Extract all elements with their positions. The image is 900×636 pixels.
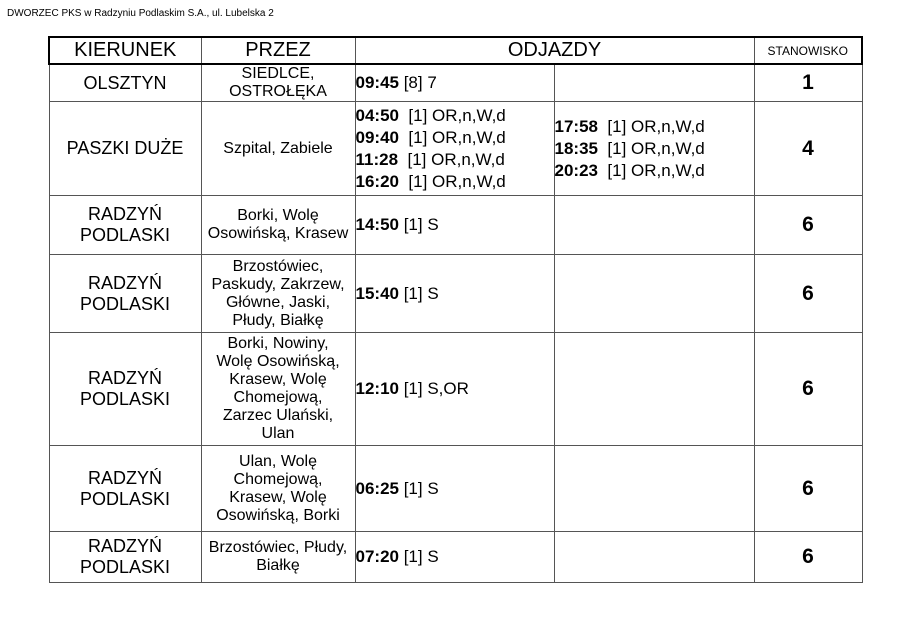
kierunek-cell <box>49 333 201 446</box>
departure-time: 09:40 <box>355 127 399 147</box>
przez-line: OSTROŁĘKA <box>229 83 327 100</box>
przez-cell <box>201 196 355 255</box>
departure-note: [1] S <box>398 547 439 566</box>
departure <box>356 171 554 193</box>
odjazdy-cell-2 <box>554 446 754 532</box>
przez-line: Brzostówiec, <box>232 257 324 275</box>
odjazdy-cell-2 <box>554 102 754 196</box>
timetable <box>48 36 863 583</box>
odjazdy-cell-2 <box>554 255 754 333</box>
przez-line: SIEDLCE, <box>241 65 315 82</box>
stanowisko-cell: 6 <box>754 446 862 532</box>
departure-note: [1] OR,n,W,d <box>398 105 506 125</box>
przez-line: Krasew, Wolę <box>229 371 327 388</box>
kierunek-cell <box>49 532 201 583</box>
departure-time: 18:35 <box>554 138 598 158</box>
przez-line: Brzostówiec, Płudy, <box>208 539 348 556</box>
przez-cell <box>201 255 355 333</box>
odjazdy-cell-1 <box>355 64 554 102</box>
departure-note: [1] S,OR <box>398 379 469 398</box>
departure-note: [1] OR,n,W,d <box>597 160 705 180</box>
odjazdy-cell-1 <box>355 532 554 583</box>
timetable-row <box>49 446 862 532</box>
departure <box>555 116 754 138</box>
przez-cell <box>201 446 355 532</box>
przez-line: Szpital, Zabiele <box>223 139 333 157</box>
column-header-odjazdy: ODJAZDY <box>355 37 754 64</box>
departure-note: [1] OR,n,W,d <box>398 149 505 169</box>
przez-line: Ulan <box>261 425 295 442</box>
przez-cell <box>201 64 355 102</box>
departure-note: [8] 7 <box>398 73 437 92</box>
przez-line: Białkę <box>256 557 300 574</box>
departure-note: [1] OR,n,W,d <box>398 171 506 191</box>
odjazdy-cell-1 <box>355 255 554 333</box>
kierunek-line: RADZYŃ <box>87 368 162 388</box>
departure-note: [1] S <box>398 283 439 303</box>
kierunek-cell <box>49 446 201 532</box>
timetable-row <box>49 532 862 583</box>
kierunek-line: PODLASKI <box>79 293 171 314</box>
departure-time: 09:45 <box>355 73 399 92</box>
departure-note: [1] OR,n,W,d <box>597 116 705 136</box>
odjazdy-cell-1 <box>355 102 554 196</box>
kierunek-cell <box>49 255 201 333</box>
departure-time: 04:50 <box>355 105 399 125</box>
header-row <box>49 37 862 64</box>
kierunek-cell <box>49 196 201 255</box>
departure-note: [1] S <box>398 478 439 498</box>
kierunek-line: RADZYŃ <box>87 272 162 293</box>
departure-time: 20:23 <box>554 160 598 180</box>
departure <box>555 138 754 160</box>
przez-line: Paskudy, Zakrzew, <box>211 275 345 293</box>
przez-line: Płudy, Białkę <box>232 311 324 329</box>
timetable-row <box>49 102 862 196</box>
odjazdy-cell-2 <box>554 64 754 102</box>
departure <box>356 283 554 305</box>
przez-cell <box>201 102 355 196</box>
kierunek-line: PODLASKI <box>79 389 171 409</box>
przez-line: Borki, Wolę <box>237 207 319 224</box>
przez-line: Borki, Nowiny, <box>227 335 329 352</box>
kierunek-line: PODLASKI <box>79 557 171 577</box>
odjazdy-cell-2 <box>554 532 754 583</box>
przez-line: Zarzec Ulański, <box>222 407 334 424</box>
departure <box>356 478 554 500</box>
timetable-row <box>49 333 862 446</box>
kierunek-line: RADZYŃ <box>87 536 162 556</box>
departure-time: 16:20 <box>355 171 399 191</box>
kierunek-line: RADZYŃ <box>87 467 162 488</box>
przez-line: Wolę Osowińską, <box>216 353 340 370</box>
przez-cell <box>201 333 355 446</box>
column-header-kierunek: KIERUNEK <box>49 37 201 64</box>
przez-line: Ulan, Wolę <box>239 452 317 470</box>
stanowisko-cell: 6 <box>754 333 862 446</box>
departure <box>356 378 554 400</box>
przez-line: Chomejową, <box>233 470 323 488</box>
departure-note: [1] OR,n,W,d <box>597 138 705 158</box>
departure-time: 15:40 <box>355 283 399 303</box>
departure-time: 11:28 <box>355 149 399 169</box>
kierunek-line: OLSZTYN <box>83 72 167 93</box>
departure-time: 14:50 <box>355 215 399 234</box>
przez-line: Krasew, Wolę <box>229 488 327 506</box>
przez-cell <box>201 532 355 583</box>
odjazdy-cell-2 <box>554 196 754 255</box>
przez-line: Osowińską, Krasew <box>207 225 349 242</box>
stanowisko-cell: 6 <box>754 196 862 255</box>
departure <box>356 72 554 94</box>
kierunek-line: PODLASKI <box>79 488 171 509</box>
przez-line: Chomejową, <box>233 389 323 406</box>
departure-time: 06:25 <box>355 478 399 498</box>
stanowisko-cell: 1 <box>754 64 862 102</box>
timetable-row <box>49 196 862 255</box>
departure <box>356 127 554 149</box>
odjazdy-cell-2 <box>554 333 754 446</box>
kierunek-line: PASZKI DUŻE <box>66 138 184 158</box>
departure <box>356 149 554 171</box>
kierunek-line: PODLASKI <box>79 225 171 245</box>
stanowisko-cell: 6 <box>754 532 862 583</box>
timetable-row <box>49 64 862 102</box>
przez-line: Główne, Jaski, <box>225 293 331 311</box>
timetable-row <box>49 255 862 333</box>
departure <box>356 214 554 236</box>
departure <box>555 160 754 182</box>
odjazdy-cell-1 <box>355 196 554 255</box>
departure-time: 12:10 <box>355 379 399 398</box>
przez-line: Osowińską, Borki <box>216 506 340 524</box>
departure <box>356 546 554 568</box>
stanowisko-cell: 6 <box>754 255 862 333</box>
odjazdy-cell-1 <box>355 446 554 532</box>
odjazdy-cell-1 <box>355 333 554 446</box>
departure-time: 17:58 <box>554 116 598 136</box>
departure <box>356 105 554 127</box>
kierunek-cell <box>49 102 201 196</box>
kierunek-line: RADZYŃ <box>87 204 162 224</box>
column-header-przez: PRZEZ <box>201 37 355 64</box>
kierunek-cell <box>49 64 201 102</box>
page-header: DWORZEC PKS w Radzyniu Podlaskim S.A., ul. Lubelska 2 <box>7 8 274 19</box>
column-header-stanowisko: STANOWISKO <box>754 37 862 64</box>
departure-note: [1] S <box>398 215 439 234</box>
departure-note: [1] OR,n,W,d <box>398 127 506 147</box>
departure-time: 07:20 <box>355 547 399 566</box>
stanowisko-cell: 4 <box>754 102 862 196</box>
